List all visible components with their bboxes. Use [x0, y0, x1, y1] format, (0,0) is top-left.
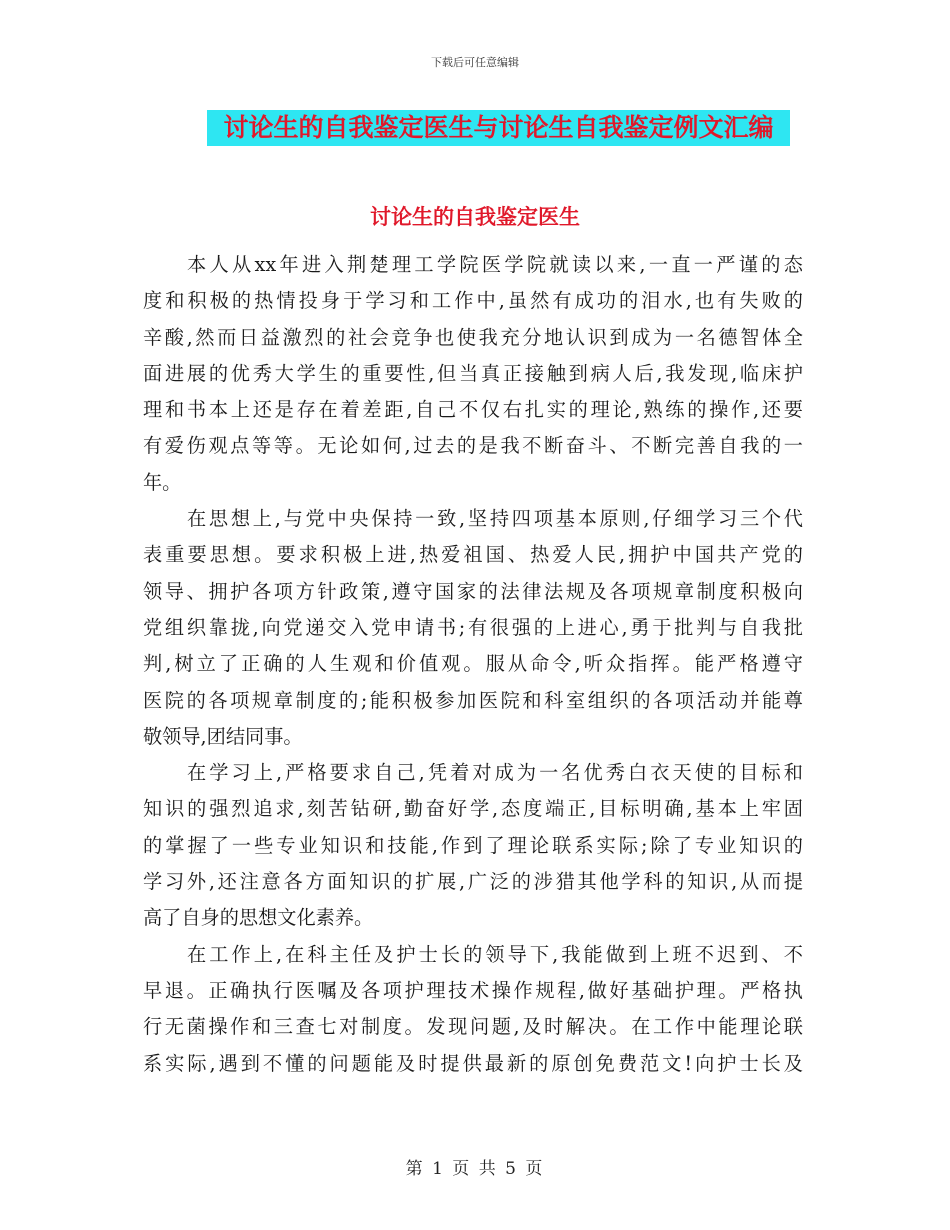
paragraph-1 — [143, 247, 803, 501]
text-line: 度和积极的热情投身于学习和工作中,虽然有成功的泪水,也有失败的 — [143, 289, 803, 313]
text-line: 有爱伤观点等等。无论如何,过去的是我不断奋斗、不断完善自我的一 — [143, 434, 803, 458]
section-title: 讨论生的自我鉴定医生 — [370, 205, 580, 229]
text-line: 学习外,还注意各方面知识的扩展,广泛的涉猎其他学科的知识,从而提 — [143, 870, 803, 894]
text-line: 领导、拥护各项方针政策,遵守国家的法律法规及各项规章制度积极向 — [143, 579, 803, 603]
header-note: 下载后可任意编辑 — [431, 56, 519, 69]
paragraph-3 — [143, 755, 803, 936]
text-line: 系实际,遇到不懂的问题能及时提供最新的原创免费范文!向护士长及 — [143, 1051, 803, 1075]
paragraph-4 — [143, 937, 803, 1082]
text-line: 知识的强烈追求,刻苦钻研,勤奋好学,态度端正,目标明确,基本上牢固 — [143, 797, 803, 821]
document-title: 讨论生的自我鉴定医生与讨论生自我鉴定例文汇编 — [223, 113, 774, 142]
text-line: 表重要思想。要求积极上进,热爱祖国、热爱人民,拥护中国共产党的 — [143, 543, 803, 567]
text-line: 辛酸,然而日益激烈的社会竞争也使我充分地认识到成为一名德智体全 — [143, 325, 803, 349]
text-line: 敬领导,团结同事。 — [143, 724, 303, 748]
text-line: 党组织靠拢,向党递交入党申请书;有很强的上进心,勇于批判与自我批 — [143, 615, 803, 639]
text-line: 年。 — [143, 470, 182, 494]
document-body — [143, 247, 803, 1082]
paragraph-2 — [143, 501, 803, 755]
text-line: 的掌握了一些专业知识和技能,作到了理论联系实际;除了专业知识的 — [143, 833, 803, 857]
text-line: 在思想上,与党中央保持一致,坚持四项基本原则,仔细学习三个代 — [187, 507, 803, 531]
text-line: 面进展的优秀大学生的重要性,但当真正接触到病人后,我发现,临床护 — [143, 361, 803, 385]
text-line: 本人从xx年进入荆楚理工学院医学院就读以来,一直一严谨的态 — [187, 253, 803, 276]
document-title-highlight — [207, 110, 790, 146]
text-line: 在学习上,严格要求自己,凭着对成为一名优秀白衣天使的目标和 — [187, 761, 803, 785]
text-line: 在工作上,在科主任及护士长的领导下,我能做到上班不迟到、不 — [187, 942, 803, 966]
text-line: 理和书本上还是存在着差距,自己不仅右扎实的理论,熟练的操作,还要 — [143, 398, 803, 422]
text-line: 医院的各项规章制度的;能积极参加医院和科室组织的各项活动并能尊 — [143, 688, 803, 712]
text-line: 早退。正确执行医嘱及各项护理技术操作规程,做好基础护理。严格执 — [143, 978, 803, 1002]
text-line: 行无菌操作和三查七对制度。发现问题,及时解决。在工作中能理论联 — [143, 1015, 803, 1039]
text-line: 判,树立了正确的人生观和价值观。服从命令,听众指挥。能严格遵守 — [143, 652, 803, 676]
text-line: 高了自身的思想文化素养。 — [143, 906, 374, 930]
page-indicator: 第 1 页 共 5 页 — [405, 1159, 545, 1179]
